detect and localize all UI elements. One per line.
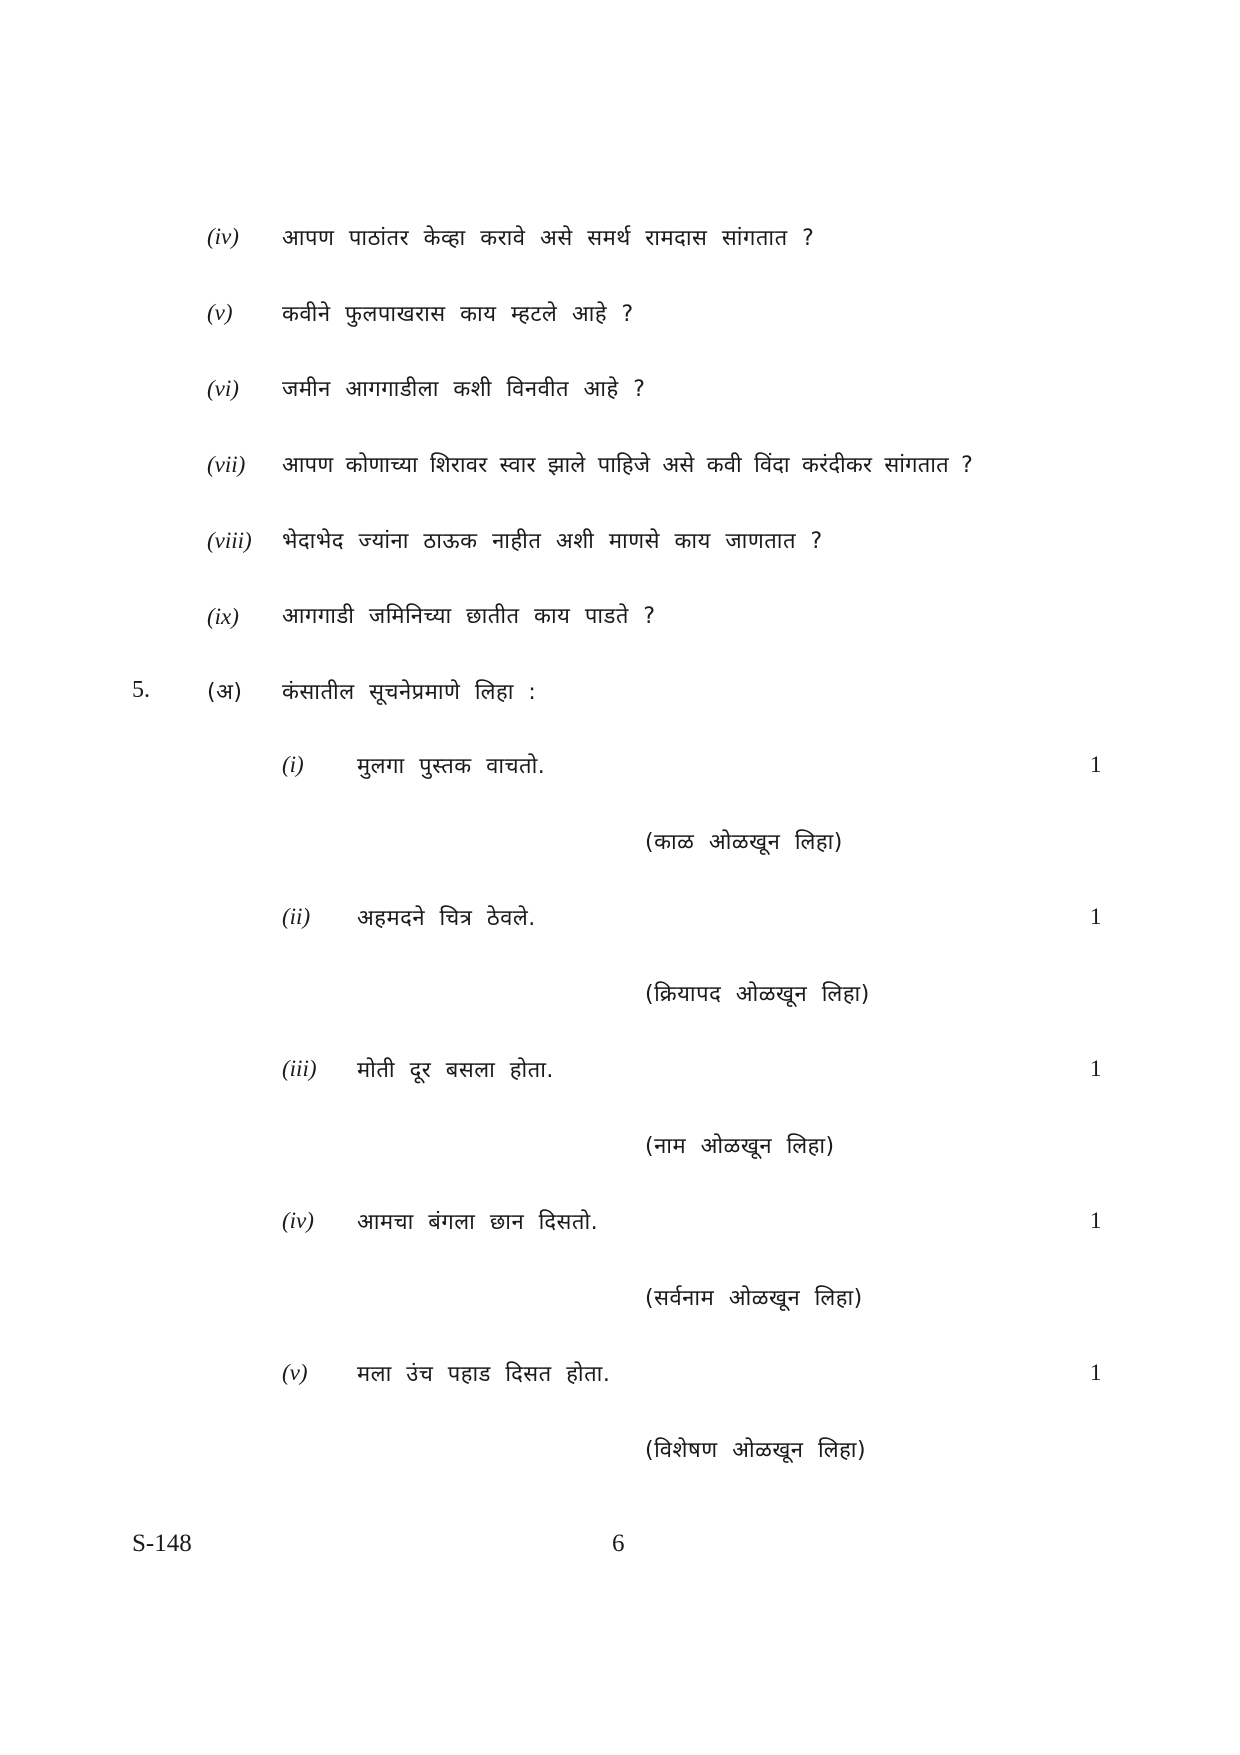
sub-question-sentence: मोती दूर बसला होता. bbox=[357, 1058, 554, 1083]
sub-question-number: (ii) bbox=[282, 904, 311, 929]
sub-question-instruction: (काळ ओळखून लिहा) bbox=[645, 830, 843, 855]
question-text: भेदाभेद ज्यांना ठाऊक नाहीत अशी माणसे काय जाणतात ? bbox=[282, 529, 823, 554]
sub-question-sentence: अहमदने चित्र ठेवले. bbox=[357, 906, 536, 931]
page-number: 6 bbox=[612, 1530, 625, 1557]
question-text: जमीन आगगाडीला कशी विनवीत आहे ? bbox=[282, 377, 646, 402]
question-text: आपण कोणाच्या शिरावर स्वार झाले पाहिजे असे कवी विंदा करंदीकर सांगतात ? bbox=[282, 453, 973, 478]
sub-question-number: (i) bbox=[282, 752, 304, 777]
sub-question-number: (iii) bbox=[282, 1056, 317, 1081]
question-text: कवीने फुलपाखरास काय म्हटले आहे ? bbox=[282, 302, 634, 327]
question-5-heading: कंसातील सूचनेप्रमाणे लिहा : bbox=[282, 680, 537, 705]
question-text: आगगाडी जमिनिच्या छातीत काय पाडते ? bbox=[282, 604, 656, 629]
marks: 1 bbox=[1090, 1056, 1102, 1081]
marks: 1 bbox=[1090, 752, 1102, 777]
question-5-part: (अ) bbox=[207, 680, 243, 705]
sub-question-instruction: (सर्वनाम ओळखून लिहा) bbox=[645, 1286, 863, 1311]
question-number: (iv) bbox=[207, 224, 239, 249]
question-number: (ix) bbox=[207, 604, 239, 629]
marks: 1 bbox=[1090, 904, 1102, 929]
sub-question-instruction: (क्रियापद ओळखून लिहा) bbox=[645, 982, 870, 1007]
question-number: (v) bbox=[207, 300, 233, 325]
marks: 1 bbox=[1090, 1360, 1102, 1385]
question-5-number: 5. bbox=[132, 677, 150, 703]
sub-question-sentence: मला उंच पहाड दिसत होता. bbox=[357, 1362, 611, 1387]
question-number: (vii) bbox=[207, 452, 246, 477]
sub-question-number: (v) bbox=[282, 1360, 308, 1385]
sub-question-sentence: आमचा बंगला छान दिसतो. bbox=[357, 1210, 599, 1235]
marks: 1 bbox=[1090, 1208, 1102, 1233]
sub-question-instruction: (नाम ओळखून लिहा) bbox=[645, 1134, 835, 1159]
question-text: आपण पाठांतर केव्हा करावे असे समर्थ रामदास सांगतात ? bbox=[282, 226, 815, 251]
sub-question-instruction: (विशेषण ओळखून लिहा) bbox=[645, 1438, 867, 1463]
question-number: (viii) bbox=[207, 528, 252, 553]
sub-question-number: (iv) bbox=[282, 1208, 314, 1233]
sub-question-sentence: मुलगा पुस्तक वाचतो. bbox=[357, 754, 546, 779]
paper-code: S-148 bbox=[132, 1530, 192, 1557]
question-number: (vi) bbox=[207, 376, 239, 401]
